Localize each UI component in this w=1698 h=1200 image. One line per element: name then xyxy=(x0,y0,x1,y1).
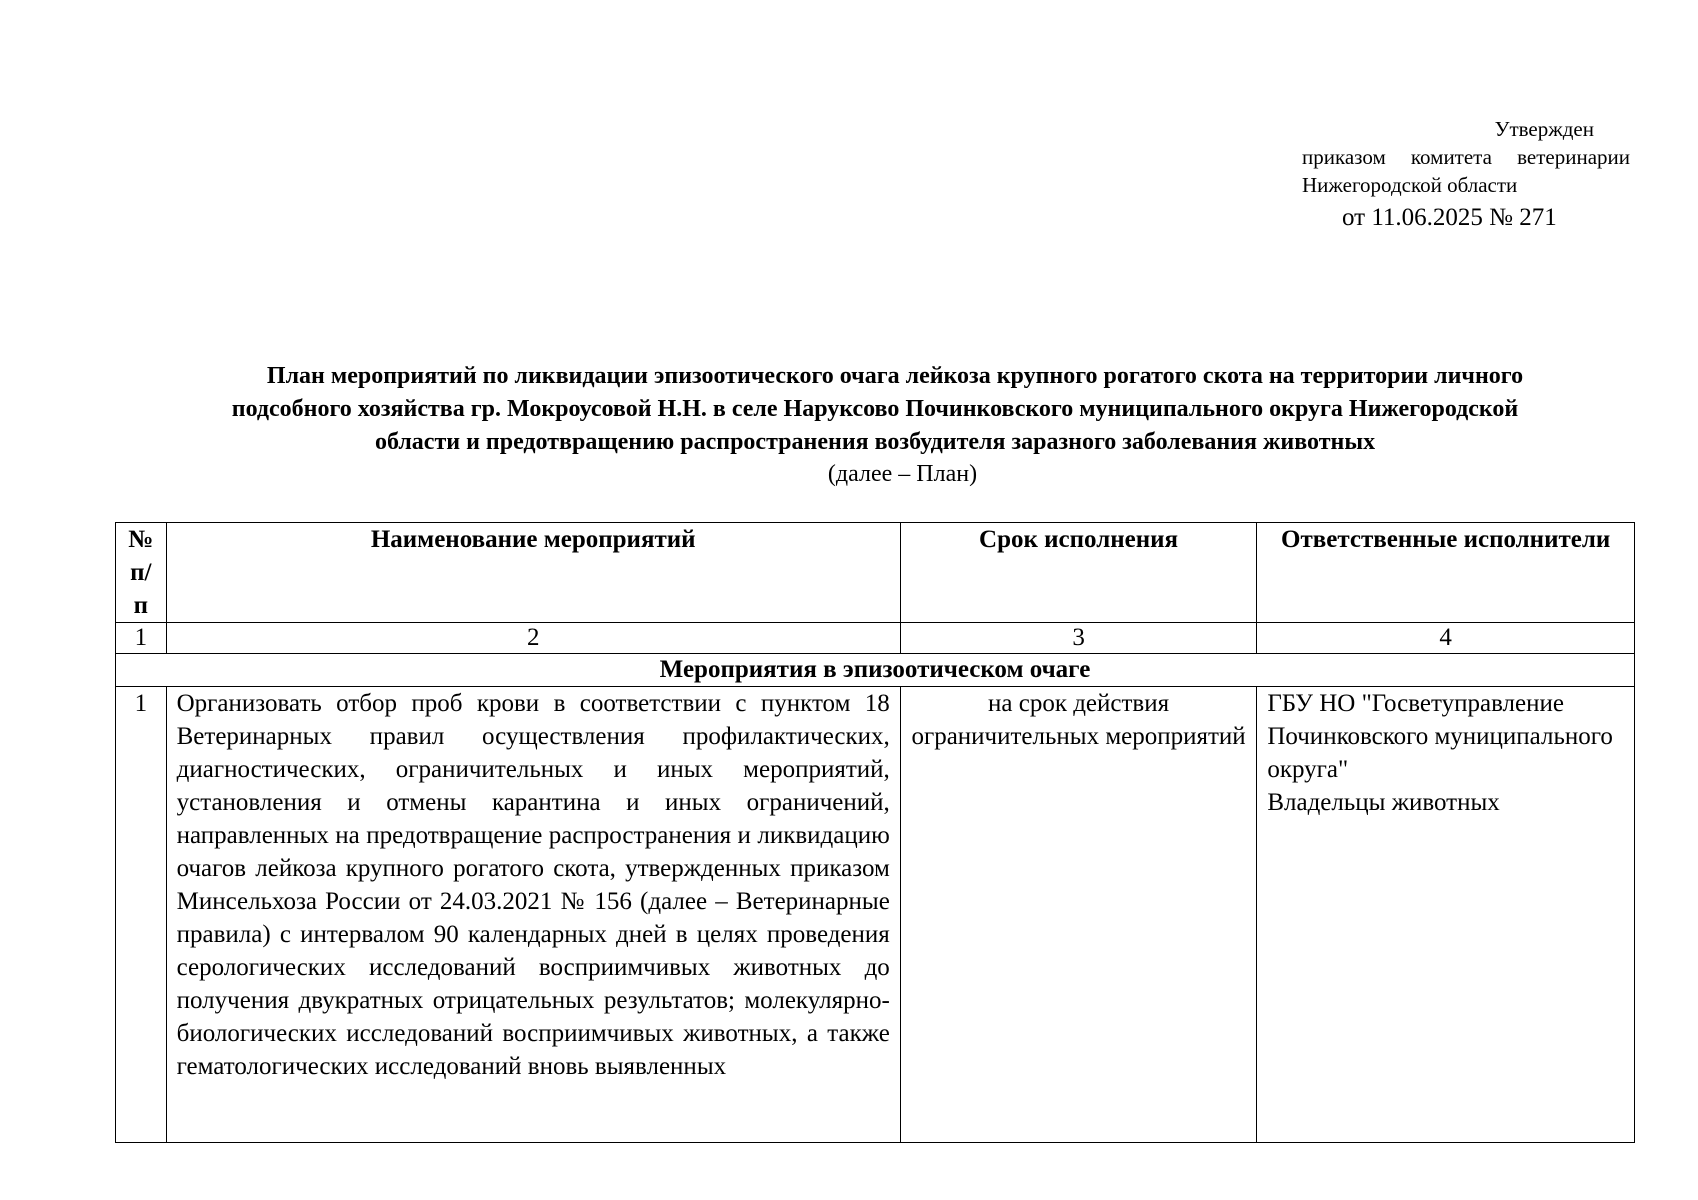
document-title xyxy=(115,360,1635,459)
section-row xyxy=(116,654,1635,687)
approval-order-line: приказом комитета ветеринарии xyxy=(1302,145,1630,169)
section-title: Мероприятия в эпизоотическом очаге xyxy=(116,654,1635,687)
header-term: Срок исполнения xyxy=(900,523,1257,623)
document-subtitle: (далее – План) xyxy=(827,461,978,487)
column-number-3: 3 xyxy=(900,623,1257,654)
column-number-2: 2 xyxy=(166,623,900,654)
row-responsible-org: ГБУ НО "Госветуправление Починковского муниципального округа" xyxy=(1267,690,1613,783)
approval-title: Утвержден xyxy=(1494,117,1594,141)
column-number-4: 4 xyxy=(1257,623,1635,654)
header-responsible: Ответственные исполнители xyxy=(1257,523,1635,623)
row-term: на срок действия ограничительных мероприятий xyxy=(900,687,1257,1143)
approval-block xyxy=(1302,115,1630,235)
document-title-line-2: подсобного хозяйства гр. Мокроусовой Н.Н. в селе Наруксово Починковского муниципального округа Нижегородской xyxy=(231,396,1519,422)
row-responsible xyxy=(1257,687,1635,1143)
plan-table xyxy=(115,522,1635,1143)
header-number: № п/п xyxy=(116,523,167,623)
approval-date: от 11.06.2025 № 271 xyxy=(1342,204,1557,231)
approval-region-line: Нижегородской области xyxy=(1302,173,1518,197)
row-number: 1 xyxy=(116,687,167,1143)
column-number-1: 1 xyxy=(116,623,167,654)
row-measure-name: Организовать отбор проб крови в соответствии с пунктом 18 Ветеринарных правил осуществления профилактических, диагностических, ограничительных и иных мероприятий, установления и отмены карантина и иных ограничений, направленных на предотвращение распространения и ликвидацию очагов лейкоза крупного рогатого скота, утвержденных приказом Минсельхоза России от 24.03.2021 № 156 (далее – Ветеринарные правила) с интервалом 90 календарных дней в целях проведения серологических исследований восприимчивых животных до получения двукратных отрицательных результатов; молекулярно-биологических исследований восприимчивых животных, а также гематологических исследований вновь выявленных xyxy=(166,687,900,1143)
table-row xyxy=(116,687,1635,1143)
document-title-line-1: План мероприятий по ликвидации эпизоотического очага лейкоза крупного рогатого скота на территории личного xyxy=(266,363,1524,389)
document-title-line-3: области и предотвращению распространения возбудителя заразного заболевания животных xyxy=(374,429,1376,455)
table-header-row xyxy=(116,523,1635,623)
column-numbering-row xyxy=(116,623,1635,654)
row-responsible-owners: Владельцы животных xyxy=(1267,789,1500,816)
header-name: Наименование мероприятий xyxy=(166,523,900,623)
